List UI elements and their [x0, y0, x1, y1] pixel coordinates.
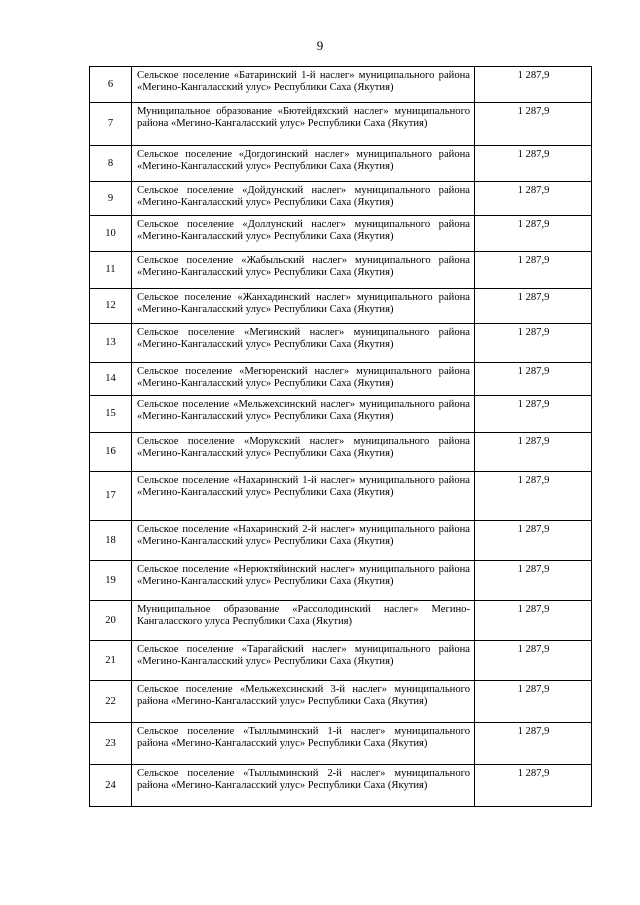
table-row: [90, 641, 592, 681]
settlement-name: Муниципальное образование «Бютейдяхский наслег» муниципального района «Мегино-Кангаласский улус» Республики Саха (Якутия): [132, 103, 475, 146]
settlement-name: Сельское поселение «Нахаринский 1-й наслег» муниципального района «Мегино-Кангаласский улус» Республики Саха (Якутия): [132, 472, 475, 521]
row-number: 23: [90, 723, 132, 765]
settlement-name: Сельское поселение «Нахаринский 2-й наслег» муниципального района «Мегино-Кангаласский улус» Республики Саха (Якутия): [132, 521, 475, 561]
row-number: 19: [90, 561, 132, 601]
table-row: [90, 289, 592, 324]
amount-value: 1 287,9: [475, 363, 592, 396]
amount-value: 1 287,9: [475, 146, 592, 182]
settlement-name: Сельское поселение «Жабыльский наслег» муниципального района «Мегино-Кангаласский улус» Республики Саха (Якутия): [132, 252, 475, 289]
table-row: [90, 472, 592, 521]
settlement-name: Сельское поселение «Мельжехсинский 3-й наслег» муниципального района «Мегино-Кангаласский улус» Республики Саха (Якутия): [132, 681, 475, 723]
amount-value: 1 287,9: [475, 396, 592, 433]
row-number: 10: [90, 216, 132, 252]
amount-value: 1 287,9: [475, 433, 592, 472]
amount-value: 1 287,9: [475, 765, 592, 807]
settlement-name: Сельское поселение «Дойдунский наслег» муниципального района «Мегино-Кангаласский улус» Республики Саха (Якутия): [132, 182, 475, 216]
settlement-name: Сельское поселение «Нерюктяйинский наслег» муниципального района «Мегино-Кангаласский улус» Республики Саха (Якутия): [132, 561, 475, 601]
amount-value: 1 287,9: [475, 103, 592, 146]
table-row: [90, 723, 592, 765]
row-number: 7: [90, 103, 132, 146]
amount-value: 1 287,9: [475, 182, 592, 216]
table-body: [90, 67, 592, 807]
row-number: 9: [90, 182, 132, 216]
amount-value: 1 287,9: [475, 472, 592, 521]
row-number: 8: [90, 146, 132, 182]
settlement-name: Сельское поселение «Мегинский наслег» муниципального района «Мегино-Кангаласский улус» Республики Саха (Якутия): [132, 324, 475, 363]
table-row: [90, 433, 592, 472]
amount-value: 1 287,9: [475, 641, 592, 681]
amount-value: 1 287,9: [475, 723, 592, 765]
amount-value: 1 287,9: [475, 561, 592, 601]
table-row: [90, 765, 592, 807]
settlement-name: Сельское поселение «Мельжехсинский наслег» муниципального района «Мегино-Кангаласский улус» Республики Саха (Якутия): [132, 396, 475, 433]
amount-value: 1 287,9: [475, 681, 592, 723]
table-row: [90, 324, 592, 363]
amount-value: 1 287,9: [475, 252, 592, 289]
amount-value: 1 287,9: [475, 601, 592, 641]
amount-value: 1 287,9: [475, 324, 592, 363]
amount-value: 1 287,9: [475, 521, 592, 561]
row-number: 21: [90, 641, 132, 681]
table-row: [90, 216, 592, 252]
table-row: [90, 103, 592, 146]
settlement-name: Сельское поселение «Тыллыминский 1-й наслег» муниципального района «Мегино-Кангаласский улус» Республики Саха (Якутия): [132, 723, 475, 765]
row-number: 13: [90, 324, 132, 363]
table-row: [90, 396, 592, 433]
row-number: 18: [90, 521, 132, 561]
row-number: 22: [90, 681, 132, 723]
row-number: 14: [90, 363, 132, 396]
settlement-name: Муниципальное образование «Рассолодинский наслег» Мегино-Кангаласского улуса Республики Саха (Якутия): [132, 601, 475, 641]
table-row: [90, 182, 592, 216]
settlement-name: Сельское поселение «Морукский наслег» муниципального района «Мегино-Кангаласский улус» Республики Саха (Якутия): [132, 433, 475, 472]
row-number: 24: [90, 765, 132, 807]
row-number: 15: [90, 396, 132, 433]
table-row: [90, 252, 592, 289]
settlement-name: Сельское поселение «Батаринский 1-й наслег» муниципального района «Мегино-Кангаласский улус» Республики Саха (Якутия): [132, 67, 475, 103]
settlement-name: Сельское поселение «Тыллыминский 2-й наслег» муниципального района «Мегино-Кангаласский улус» Республики Саха (Якутия): [132, 765, 475, 807]
table-row: [90, 146, 592, 182]
settlement-name: Сельское поселение «Тарагайский наслег» муниципального района «Мегино-Кангаласский улус» Республики Саха (Якутия): [132, 641, 475, 681]
row-number: 17: [90, 472, 132, 521]
table-row: [90, 521, 592, 561]
settlement-name: Сельское поселение «Жанхадинский наслег» муниципального района «Мегино-Кангаласский улус» Республики Саха (Якутия): [132, 289, 475, 324]
amount-value: 1 287,9: [475, 67, 592, 103]
row-number: 16: [90, 433, 132, 472]
allocation-table: [89, 66, 592, 807]
row-number: 20: [90, 601, 132, 641]
amount-value: 1 287,9: [475, 216, 592, 252]
settlement-name: Сельское поселение «Мегюренский наслег» муниципального района «Мегино-Кангаласский улус» Республики Саха (Якутия): [132, 363, 475, 396]
row-number: 11: [90, 252, 132, 289]
amount-value: 1 287,9: [475, 289, 592, 324]
table-row: [90, 681, 592, 723]
table-row: [90, 601, 592, 641]
row-number: 6: [90, 67, 132, 103]
settlement-name: Сельское поселение «Догдогинский наслег» муниципального района «Мегино-Кангаласский улус» Республики Саха (Якутия): [132, 146, 475, 182]
row-number: 12: [90, 289, 132, 324]
settlement-name: Сельское поселение «Доллунский наслег» муниципального района «Мегино-Кангаласский улус» Республики Саха (Якутия): [132, 216, 475, 252]
table-row: [90, 67, 592, 103]
table-row: [90, 561, 592, 601]
page-number: 9: [316, 38, 324, 53]
table-row: [90, 363, 592, 396]
